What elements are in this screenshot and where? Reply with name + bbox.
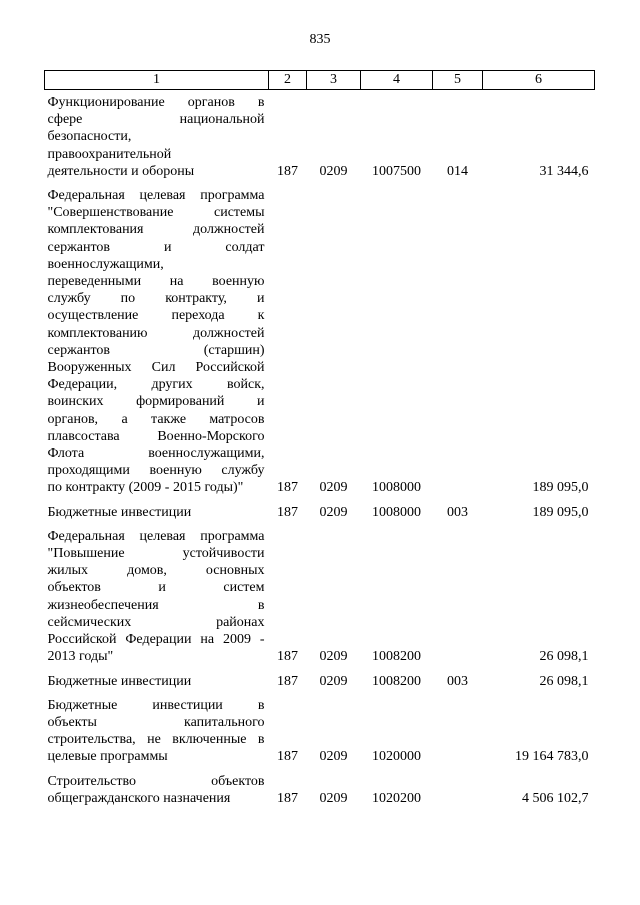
table-body (45, 90, 595, 809)
row-name-line: целевые программы (47, 749, 168, 765)
row-name-line: сержантов (старшин) (47, 342, 265, 358)
row-name-line: Федеральная целевая программа (47, 528, 265, 544)
target-code-cell: 1008000 (372, 480, 421, 496)
ministry-code-cell: 187 (277, 480, 298, 496)
table-row (45, 692, 595, 768)
table-row (45, 499, 595, 523)
expense-type-cell (433, 692, 483, 768)
row-name-line: по контракту (2009 - 2015 годы)" (47, 480, 244, 496)
row-name-line: объектов и систем (47, 580, 265, 596)
section-code-cell: 0209 (319, 504, 348, 520)
section-code-cell: 0209 (319, 749, 348, 765)
row-name-line: Российской Федерации на 2009 - (47, 632, 265, 648)
table-row (45, 523, 595, 668)
row-name-line: военнослужащими, (47, 256, 164, 272)
row-name-line: Бюджетные инвестиции (47, 673, 192, 689)
expense-type-cell (433, 523, 483, 668)
target-code-cell: 1020200 (372, 790, 421, 806)
ministry-code-cell: 187 (277, 790, 298, 806)
row-name-line: Федерации, других войск, (47, 377, 265, 393)
ministry-code-cell: 187 (277, 504, 298, 520)
row-name-line: 2013 годы" (47, 649, 114, 665)
page-number: 835 (309, 32, 331, 47)
row-name-line: комплектованию должностей (47, 325, 265, 341)
row-name-line: Флота военнослужащими, (47, 446, 265, 462)
row-name-line: сейсмических районах (47, 614, 265, 630)
column-header-4: 4 (361, 71, 433, 90)
row-name-line: жизнеобеспечения в (47, 597, 265, 613)
column-header-2: 2 (269, 71, 307, 90)
row-name-line: осуществление перехода к (47, 308, 265, 324)
row-name-line: Функционирование органов в (47, 95, 265, 110)
expense-type-cell: 003 (447, 673, 468, 689)
row-name-line: воинских формирований и (47, 394, 265, 410)
row-name-cell (45, 523, 269, 668)
row-name-line: переведенными на военную (47, 274, 265, 290)
ministry-code-cell: 187 (277, 163, 298, 179)
table-row (45, 90, 595, 183)
row-name-line: плавсостава Военно-Морского (47, 428, 265, 444)
row-name-line: сфере национальной (47, 112, 265, 128)
section-code-cell: 0209 (319, 673, 348, 689)
ministry-code-cell: 187 (277, 673, 298, 689)
row-name-line: правоохранительной (47, 146, 172, 162)
row-name-cell (45, 499, 269, 523)
row-name-line: проходящими военную службу (47, 463, 265, 479)
row-name-line: общегражданского назначения (47, 790, 231, 806)
ministry-code-cell: 187 (277, 749, 298, 765)
amount-cell: 26 098,1 (539, 649, 589, 665)
column-header-5: 5 (433, 71, 483, 90)
amount-cell: 31 344,6 (539, 163, 589, 179)
column-header-3: 3 (307, 71, 361, 90)
row-name-cell (45, 692, 269, 768)
row-name-cell (45, 182, 269, 499)
row-name-line: Федеральная целевая программа (47, 188, 265, 204)
section-code-cell: 0209 (319, 480, 348, 496)
expense-type-cell (433, 182, 483, 499)
amount-cell: 19 164 783,0 (515, 749, 589, 765)
row-name-line: службу по контракту, и (47, 291, 265, 307)
column-header-6: 6 (483, 71, 595, 90)
row-name-cell (45, 668, 269, 692)
row-name-line: Бюджетные инвестиции в (47, 697, 265, 713)
expense-type-cell: 014 (447, 163, 468, 179)
amount-cell: 189 095,0 (532, 504, 589, 520)
amount-cell: 26 098,1 (539, 673, 589, 689)
column-header-1: 1 (45, 71, 269, 90)
target-code-cell: 1008200 (372, 673, 421, 689)
section-code-cell: 0209 (319, 163, 348, 179)
amount-cell: 189 095,0 (532, 480, 589, 496)
table-header (45, 71, 595, 90)
row-name-cell (45, 768, 269, 809)
section-code-cell: 0209 (319, 649, 348, 665)
row-name-line: органов, а также матросов (47, 411, 265, 427)
table-row (45, 182, 595, 499)
target-code-cell: 1008200 (372, 649, 421, 665)
row-name-line: Вооруженных Сил Российской (47, 360, 265, 376)
budget-table (44, 70, 595, 809)
expense-type-cell (433, 768, 483, 809)
row-name-line: "Совершенствование системы (47, 205, 265, 221)
table-row (45, 768, 595, 809)
row-name-line: жилых домов, основных (47, 563, 265, 579)
target-code-cell: 1007500 (372, 163, 421, 179)
section-code-cell: 0209 (319, 790, 348, 806)
row-name-line: Бюджетные инвестиции (47, 504, 192, 520)
expense-type-cell: 003 (447, 504, 468, 520)
row-name-cell (45, 90, 269, 183)
header-row (45, 71, 595, 90)
target-code-cell: 1008000 (372, 504, 421, 520)
ministry-code-cell: 187 (277, 649, 298, 665)
row-name-line: объекты капитального (47, 714, 265, 730)
target-code-cell: 1020000 (372, 749, 421, 765)
row-name-line: Строительство объектов (47, 773, 265, 789)
row-name-line: "Повышение устойчивости (47, 546, 265, 562)
table-row (45, 668, 595, 692)
row-name-line: деятельности и обороны (47, 163, 195, 179)
amount-cell: 4 506 102,7 (522, 790, 589, 806)
row-name-line: строительства, не включенные в (47, 732, 265, 748)
row-name-line: сержантов и солдат (47, 239, 265, 255)
row-name-line: безопасности, (47, 129, 132, 145)
row-name-line: комплектования должностей (47, 222, 265, 238)
